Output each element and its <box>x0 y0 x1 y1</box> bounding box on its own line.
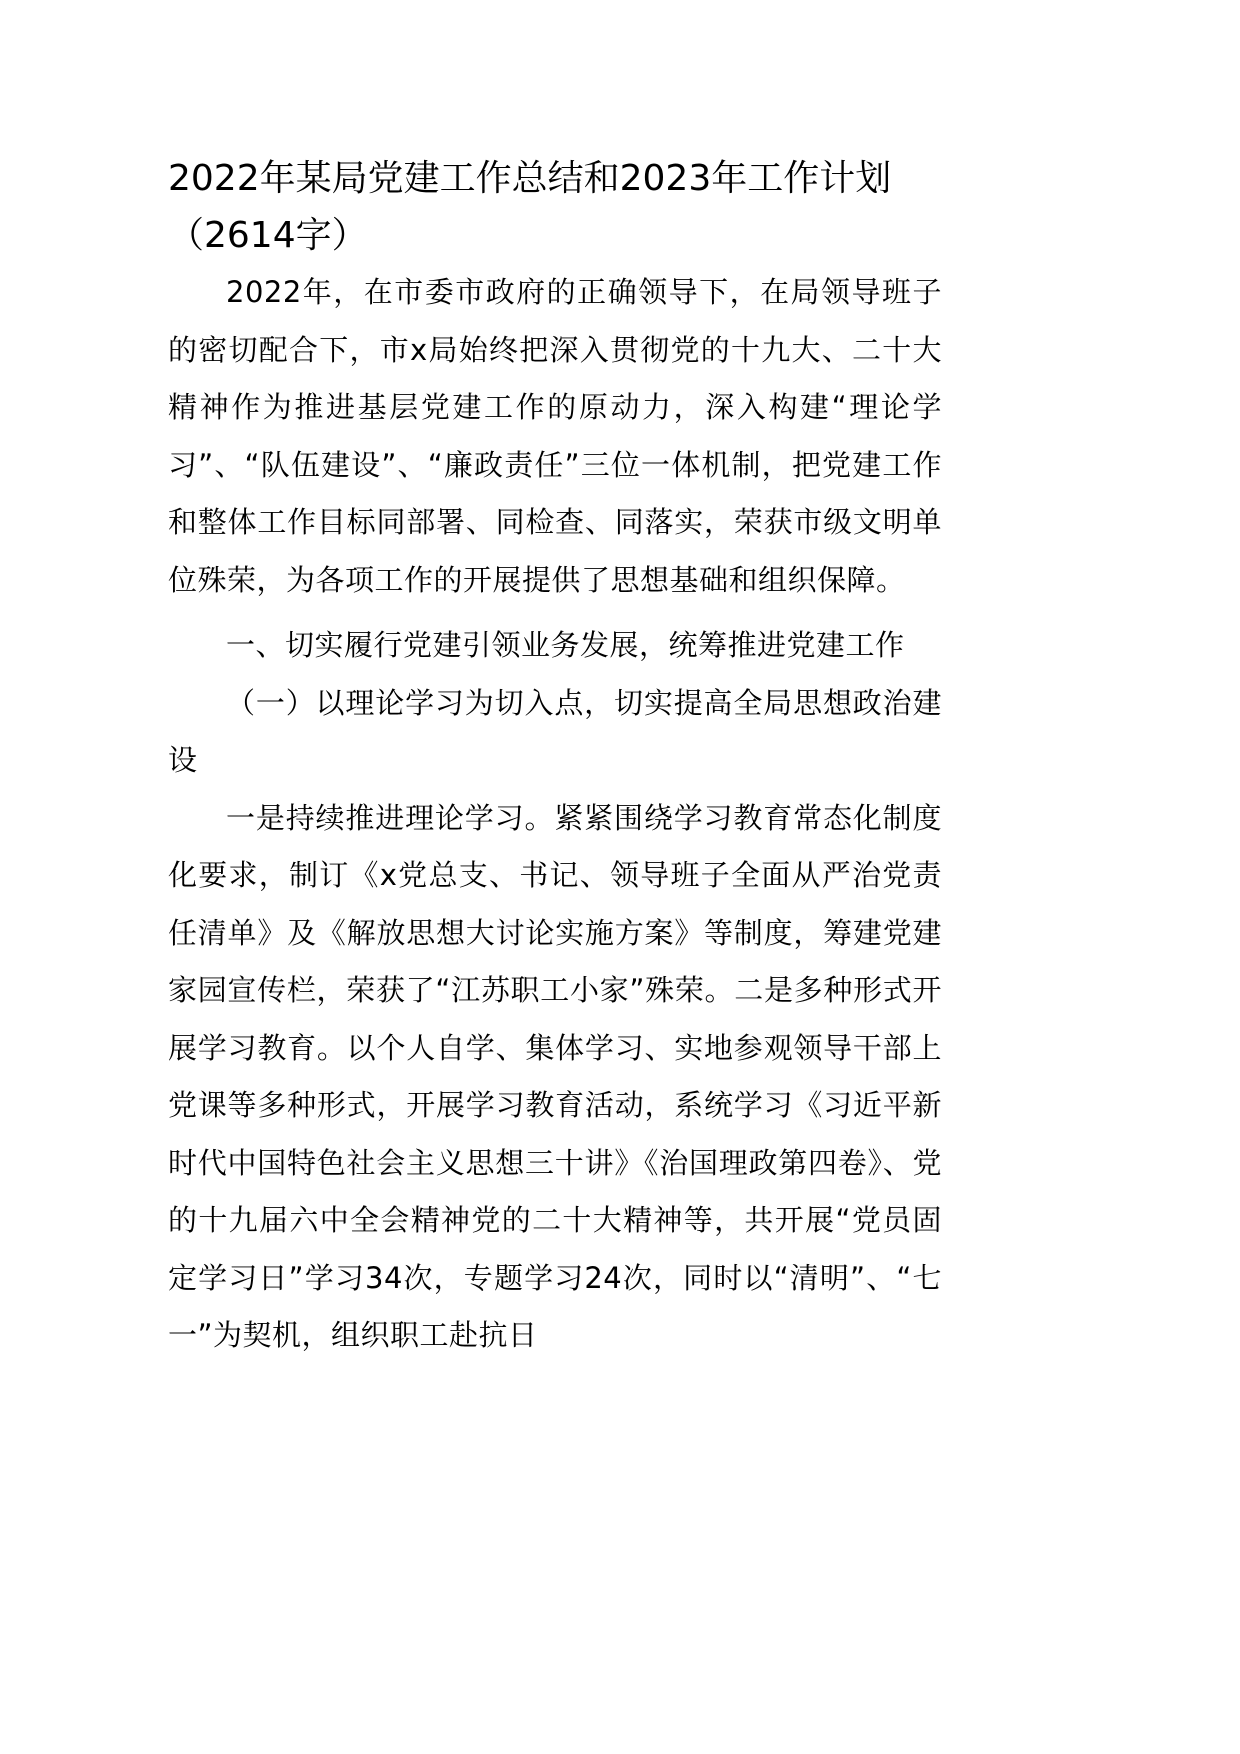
document-page <box>168 150 942 1365</box>
document-title: 2022年某局党建工作总结和2023年工作计划（2614字） <box>168 158 892 256</box>
subsection-heading-1: （一）以理论学习为切入点，切实提高全局思想政治建设 <box>168 685 942 777</box>
section-heading-1: 一、切实履行党建引领业务发展，统筹推进党建工作 <box>226 628 905 662</box>
intro-paragraph: 2022年，在市委市政府的正确领导下，在局领导班子的密切配合下，市x局始终把深入贯彻党的十九大、二十大精神作为推进基层党建工作的原动力，深入构建“理论学习”、“队伍建设”、“廉政责任”三位一体机制，把党建工作和整体工作目标同部署、同检查、同落实，荣获市级文明单位殊荣，为各项工作的开展提供了思想基础和组织保障。 <box>168 275 942 597</box>
body-paragraph-1: 一是持续推进理论学习。紧紧围绕学习教育常态化制度化要求，制订《x党总支、书记、领导班子全面从严治党责任清单》及《解放思想大讨论实施方案》等制度，筹建党建家园宣传栏，荣获了“江苏职工小家”殊荣。二是多种形式开展学习教育。以个人自学、集体学习、实地参观领导干部上党课等多种形式，开展学习教育活动，系统学习《习近平新时代中国特色社会主义思想三十讲》《治国理政第四卷》、党的十九届六中全会精神党的二十大精神等，共开展“党员固定学习日”学习34次，专题学习24次，同时以“清明”、“七一”为契机，组织职工赴抗日 <box>168 800 942 1352</box>
spacer <box>168 609 942 617</box>
